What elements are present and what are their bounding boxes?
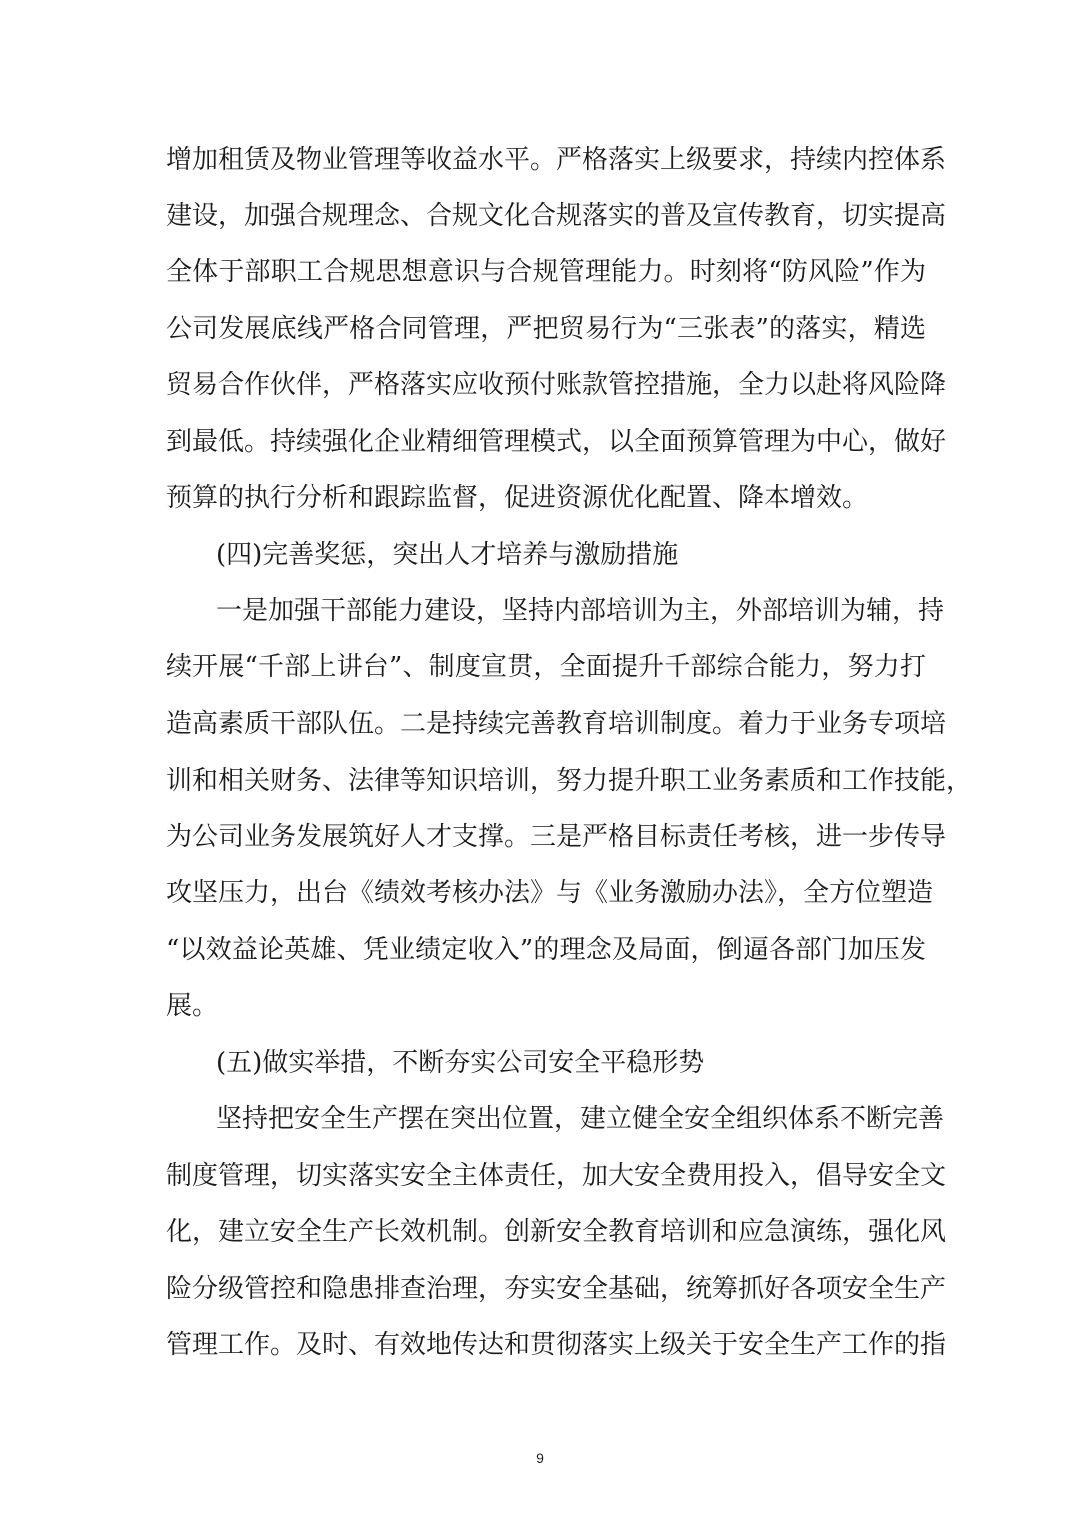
section-heading: (四)完善奖惩，突出人才培养与激励措施	[216, 540, 679, 570]
page-number: 9	[536, 1450, 544, 1466]
text-line: 制度管理，切实落实安全主体责任，加大安全费用投入，倡导安全文	[166, 1161, 947, 1191]
text-line: 坚持把安全生产摆在突出位置，建立健全安全组织体系不断完善	[216, 1104, 945, 1134]
text-line: 管理工作。及时、有效地传达和贯彻落实上级关于安全生产工作的指	[166, 1330, 947, 1360]
text-line: 展。	[166, 991, 219, 1021]
text-line: 公司发展底线严格合同管理，严把贸易行为“三张表”的落实，精选	[166, 314, 926, 344]
text-line: 训和相关财务、法律等知识培训，努力提升职工业务素质和工作技能，	[166, 766, 973, 796]
text-line: 到最低。持续强化企业精细管理模式，以全面预算管理为中心，做好	[166, 427, 947, 457]
text-line: 建设，加强合规理念、合规文化合规落实的普及宣传教育，切实提高	[166, 201, 947, 231]
text-line: 为公司业务发展筑好人才支撑。三是严格目标责任考核，进一步传导	[166, 822, 947, 852]
text-line: 增加租赁及物业管理等收益水平。严格落实上级要求，持续内控体系	[166, 145, 947, 175]
section-heading: (五)做实举措，不断夯实公司安全平稳形势	[216, 1048, 705, 1078]
text-line: 全体于部职工合规思想意识与合规管理能力。时刻将“防风险”作为	[166, 257, 926, 287]
text-line: 化，建立安全生产长效机制。创新安全教育培训和应急演练，强化风	[166, 1217, 947, 1247]
text-line: 攻坚压力，出台《绩效考核办法》与《业务激励办法》，全方位塑造	[166, 878, 934, 908]
text-line: 一是加强干部能力建设，坚持内部培训为主，外部培训为辅，持	[216, 596, 945, 626]
text-line: 续开展“千部上讲台”、制度宣贯，全面提升千部综合能力，努力打	[166, 652, 926, 682]
text-line: “以效益论英雄、凭业绩定收入”的理念及局面，倒逼各部门加压发	[166, 935, 926, 965]
text-line: 险分级管控和隐患排查治理，夯实安全基础，统筹抓好各项安全生产	[166, 1274, 947, 1304]
text-line: 贸易合作伙伴，严格落实应收预付账款管控措施，全力以赴将风险降	[166, 370, 947, 400]
text-line: 预算的执行分析和跟踪监督，促进资源优化配置、降本增效。	[166, 483, 869, 513]
text-line: 造高素质干部队伍。二是持续完善教育培训制度。着力于业务专项培	[166, 709, 947, 739]
